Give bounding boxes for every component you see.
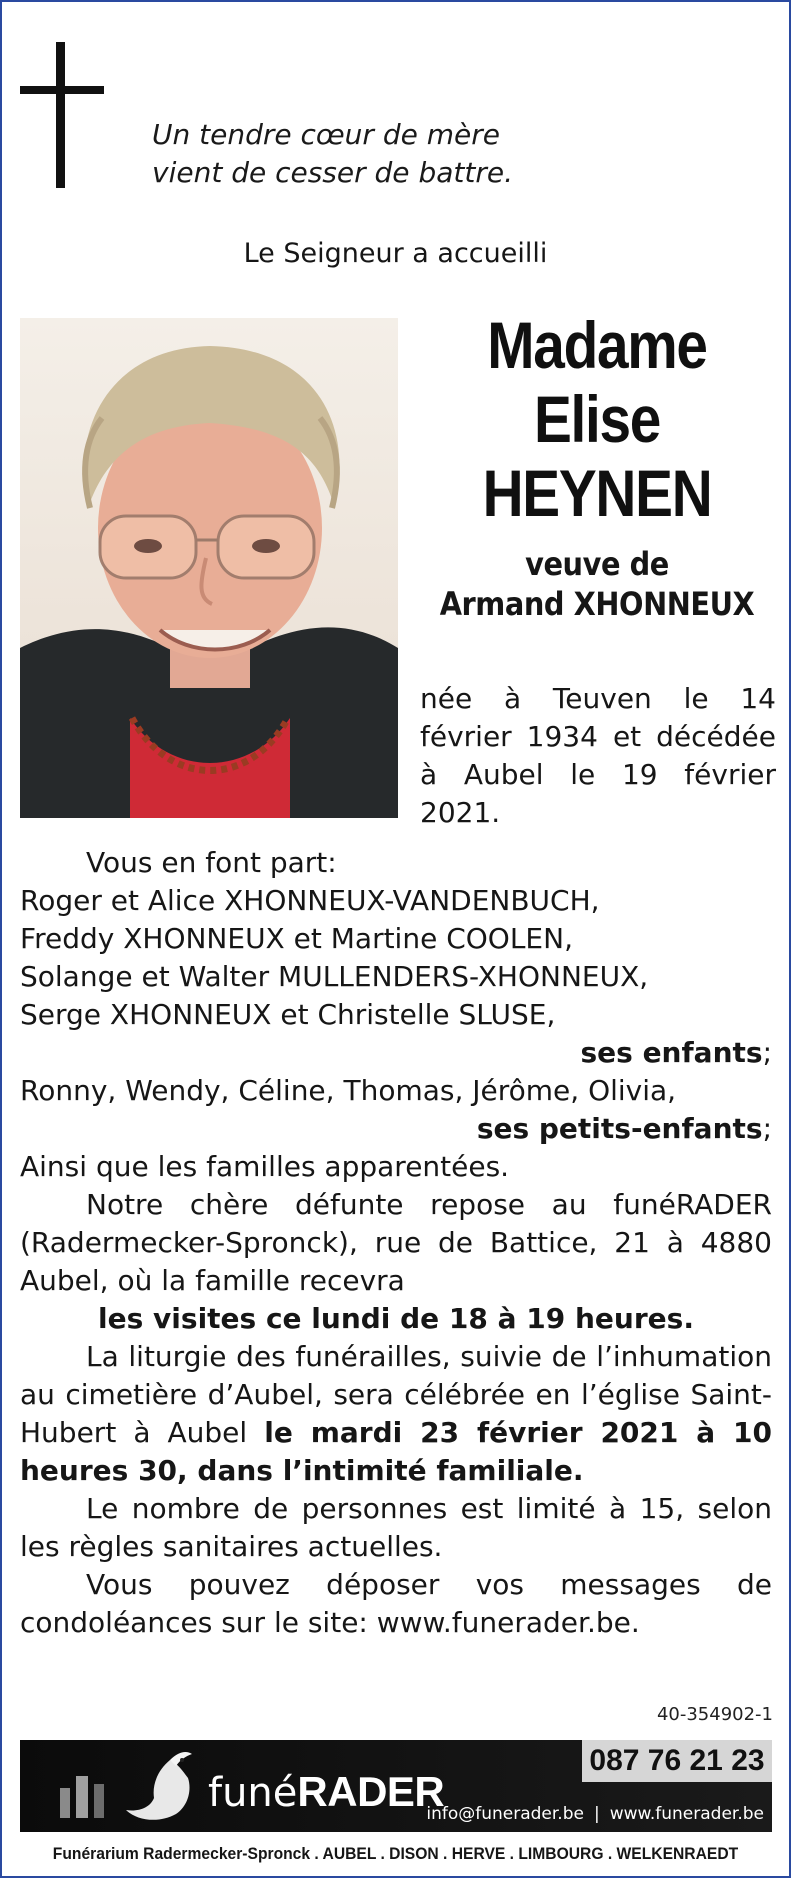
cross-icon	[20, 42, 104, 188]
name-first: Elise	[533, 382, 661, 456]
children-label-line: ses enfants;	[580, 1036, 772, 1069]
child-line: Serge XHONNEUX et Christelle SLUSE,	[20, 998, 556, 1031]
child-line: Solange et Walter MULLENDERS-XHONNEUX,	[20, 960, 649, 993]
widow-label: veuve de	[525, 545, 669, 583]
brand-name	[208, 1768, 444, 1816]
children-label: ses enfants	[580, 1036, 763, 1069]
notice-body	[20, 844, 772, 1642]
contact-separator: |	[593, 1804, 600, 1824]
dove-logo-icon	[20, 1740, 200, 1832]
lord-line: Le Seigneur a accueilli	[243, 238, 548, 269]
reference-number: 40-354902-1	[656, 1704, 773, 1725]
portrait-photo	[20, 318, 398, 818]
child-line: Freddy XHONNEUX et Martine COOLEN,	[20, 922, 573, 955]
condolences-info: Vous pouvez déposer vos messages de condoléances sur le site: www.funerader.be.	[20, 1568, 772, 1639]
epigraph-line: vient de cesser de battre.	[152, 156, 513, 189]
funeral-home-banner	[20, 1740, 772, 1832]
website-address: www.funerader.be	[609, 1804, 764, 1824]
grandchildren: Ronny, Wendy, Céline, Thomas, Jérôme, Olivia,	[20, 1074, 677, 1107]
locations-line: Funérarium Radermecker-Spronck . AUBEL . DISON . HERVE . LIMBOURG . WELKENRAEDT	[52, 1844, 739, 1863]
liturgy-info	[20, 1338, 772, 1490]
email-address: info@funerader.be	[426, 1804, 584, 1824]
families: Ainsi que les familles apparentées.	[20, 1150, 510, 1183]
child-line: Roger et Alice XHONNEUX-VANDENBUCH,	[20, 884, 600, 917]
announce: Vous en font part:	[86, 846, 337, 879]
epigraph	[152, 116, 513, 192]
visits-info: les visites ce lundi de 18 à 19 heures.	[98, 1302, 694, 1335]
limit-info: Le nombre de personnes est limité à 15, selon les règles sanitaires actuelles.	[20, 1492, 772, 1563]
grandchildren-label-line: ses petits-enfants;	[476, 1112, 772, 1145]
spouse-name: Armand XHONNEUX	[439, 585, 755, 623]
name-title: Madame	[487, 308, 707, 382]
liturgy-date: le mardi 23 février 2021 à 10 heures 30, dans l’intimité familiale.	[20, 1416, 772, 1487]
contact-info	[426, 1804, 764, 1824]
liturgy-text: La liturgie des funérailles, suivie de l’inhumation au cimetière d’Aubel, sera célébrée en l’église Saint-Hubert à Aubel	[20, 1340, 772, 1449]
phone-number: 087 76 21 23	[582, 1740, 772, 1782]
brand-bold: RADER	[297, 1768, 445, 1815]
widow-of	[431, 544, 764, 624]
epigraph-line: Un tendre cœur de mère	[152, 118, 500, 151]
rest-info: Notre chère défunte repose au funéRADER (Radermecker-Spronck), rue de Battice, 21 à 4880 Aubel, où la famille recevra	[20, 1188, 772, 1297]
deceased-name-block	[412, 308, 782, 624]
name-last: HEYNEN	[482, 456, 712, 530]
grandchildren-label: ses petits-enfants	[476, 1112, 763, 1145]
brand-light: funé	[208, 1770, 298, 1816]
portrait-illustration	[20, 318, 398, 818]
birth-death-info: née à Teuven le 14 février 1934 et décédée à Aubel le 19 février 2021.	[420, 682, 776, 829]
